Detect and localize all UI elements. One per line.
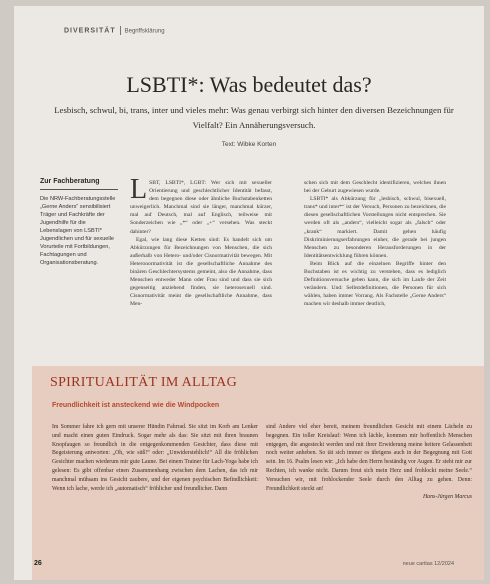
author-signature: Hans-Jürgen Marcus bbox=[423, 494, 472, 501]
section-header bbox=[64, 26, 165, 35]
subsection-label: Begriffsklärung bbox=[124, 28, 165, 35]
paragraph: Im Sommer fahre ich gern mit unserer Hündin Fahrrad. Sie sitzt im Korb am Lenker und macht einen guten Eindruck. Sogar mehr als das: Sie sitzt mit ihren braunen Knopfaugen so freundlich in die entgegenkommenden Gesichter, dass diese mit Begeisterung antworten: „Oh, wie süß!“ oder: „Unwiderstehlich!“ All die fröhlichen Gesichter machen wiederum mir gute Laune. Bei einem Trainer für Lach-Yoga habe ich gelesen: Es gibt offenbar einen Zusammenhang zwischen dem Lachen, das ich mir manchmal mühsam ins Gesicht zaubere, und der eigenen psychischen Befindlichkeit: Wenn ich lache, werde ich „automatisch“ fröhlicher und freundlicher. Dann bbox=[52, 424, 258, 492]
sidebox-heading: Zur Fachberatung bbox=[40, 178, 118, 190]
article-title: LSBTI*: Was bedeutet das? bbox=[126, 72, 372, 97]
article-lead: Lesbisch, schwul, bi, trans, inter und vieles mehr: Was genau verbirgt sich hinter den diversen Bezeichnungen für Vielfalt? Ein Annäherungsversuch. bbox=[54, 105, 454, 130]
journal-footer: neue caritas 12/2024 bbox=[402, 561, 454, 567]
drop-cap: L bbox=[130, 174, 148, 205]
paragraph: Egal, wie lang diese Ketten sind: Es handelt sich um Abkürzungen für Bezeichnungen von Menschen, die sich außerhalb von Hetero- und/oder Cisnormativität bewegen. Mit Heteronormativität ist die gesellschaftliche Annahme des binären Geschlechtersystems gemeint, also die Annahme, dass Menschen entweder Mann oder Frau sind und dass sie sich gegenseitig anziehend finden, sie heterosexuell sind. Cisnormativität meint die gesellschaftliche Annahme, dass Men- bbox=[130, 236, 272, 308]
byline: Text: Wibke Korten bbox=[221, 141, 277, 148]
paragraph: LSBTI* als Abkürzung für „lesbisch, schwul, bisexuell, trans* und inter*“ ist der Versuch, Personen zu bezeichnen, die diesen gesellschaftlichen Vorstellungen nicht entsprechen. Sie werden oft als „anders“, vielleicht sogar als „falsch“ oder „krank“ markiert. Damit gehen häufig Diskriminierungserfahrungen einher, die gerade bei jungen Menschen zu besonderen Herausforderungen in der Identitätsentwicklung führen können. bbox=[304, 196, 446, 259]
paragraph: Beim Blick auf die einzelnen Begriffe hinter den Buchstaben ist es wichtig zu verstehen, dass es lediglich Definitionsversuche geben kann, die sich im Laufe der Zeit verändern. Und: Selbstdefinitionen, die Personen für sich wählen, haben immer Vorrang. Als Fachstelle „Gerne Anders“ machen wir deshalb immer deutlich, bbox=[304, 260, 446, 308]
magazine-page bbox=[14, 6, 484, 580]
article-column-1 bbox=[130, 174, 272, 309]
section-label: DIVERSITÄT bbox=[64, 27, 116, 35]
box-title: SPIRITUALITÄT IM ALLTAG bbox=[50, 375, 237, 390]
paragraph: SBT, LSBTI*, LGBT: Wer sich mit sexueller Orientierung und geschlechtlicher Identität befasst, dem begegnen diese oder ähnliche Buchstabenketten unweigerlich. Manchmal sind sie länger, manchmal kürzer, mal auf Deutsch, mal auf Englisch, teilweise mit Sonderzeichen wie „*“ oder „+“ versehen. Was steckt dahinter? bbox=[130, 180, 272, 235]
box-column-2 bbox=[266, 423, 472, 502]
spirituality-box bbox=[32, 366, 484, 580]
paragraph: sind Andere viel eher bereit, meinem freundlichen Gesicht mit einem Lächeln zu begegnen. Ein toller Kreislauf: Wenn ich lächle, kommen mir hoffentlich Menschen entgegen, die angesteckt werden und mit ihrer Erwiderung meine heitere Gelassenheit noch weiter anheben. So tät sich immer es übrigens auch in der Begegnung mit Gott sein. Im 16. Psalm lesen wir: „Ich habe den Herrn beständig vor Augen. Er steht mir zur Rechten, ich wanke nicht. Darum freut sich mein Herz und frohlockt meine Seele.“ Versuchen wir, mit frohlockender Seele durch den Alltag zu gehen. Denn: Freundlichkeit steckt an! bbox=[266, 424, 472, 492]
page-number: 26 bbox=[34, 560, 42, 567]
box-column-1 bbox=[52, 423, 258, 493]
paragraph: schen sich mit dem Geschlecht identifizieren, welches ihnen bei der Geburt zugewiesen wurde. bbox=[304, 180, 446, 195]
fachberatung-box bbox=[40, 178, 118, 267]
box-subtitle: Freundlichkeit ist ansteckend wie die Windpocken bbox=[52, 402, 220, 409]
article-column-2 bbox=[304, 179, 446, 309]
header-divider bbox=[120, 26, 121, 35]
sidebox-text: Die NRW-Fachberatungsstelle „Gerne Anders“ sensibilisiert Träger und Fachkräfte der Jugendhilfe für die Lebenslagen von LSBTI* Jugendlichen und für sexuelle Vorurteile mit Fortbildungen, Fachtagungen und Organisationsberatung. bbox=[40, 196, 116, 266]
